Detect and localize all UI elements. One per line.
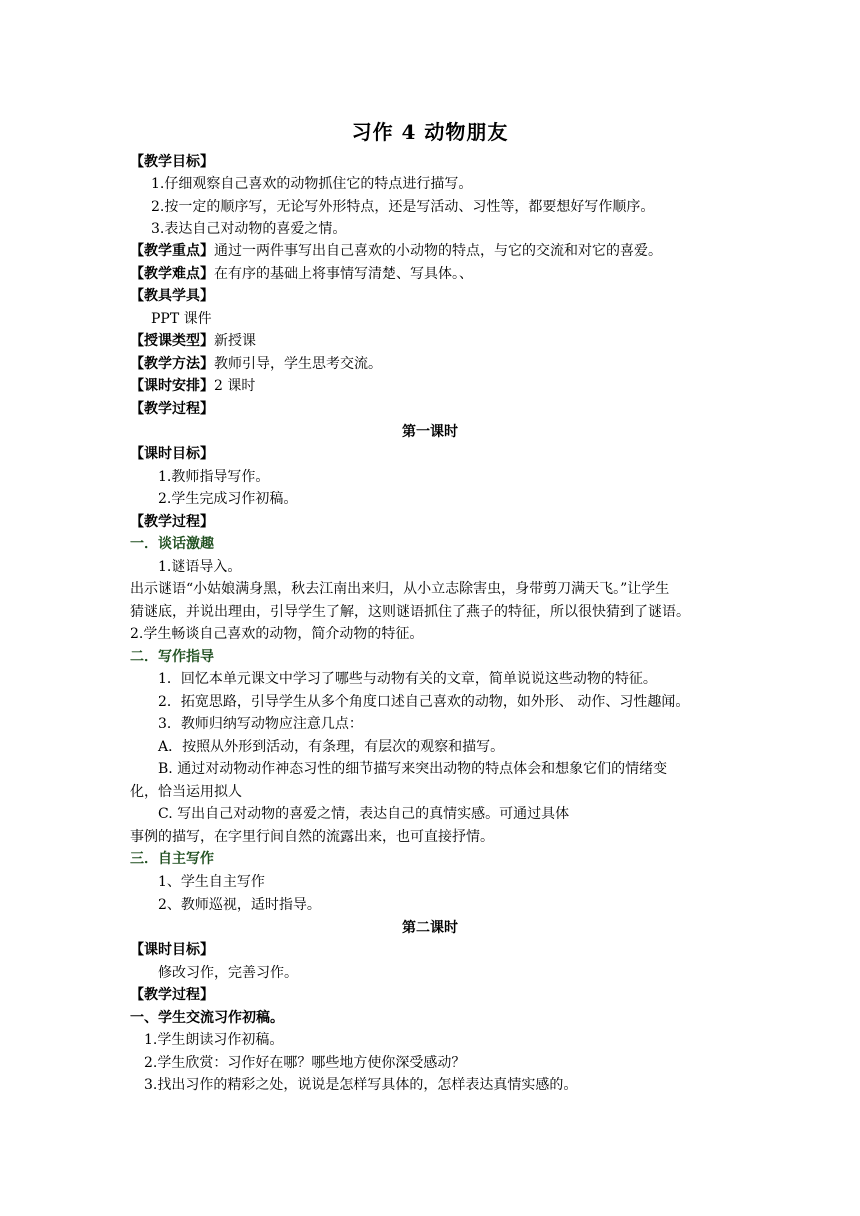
lesson1-heading: 第一课时 xyxy=(402,424,458,440)
lesson2-process-label: 【教学过程】 xyxy=(130,987,214,1003)
difficulty-label: 【教学难点】 xyxy=(130,266,214,282)
section-item: 1．回忆本单元课文中学习了哪些与动物有关的文章，简单说说这些动物的特征。 xyxy=(158,671,657,687)
objective-item: 3.表达自己对动物的喜爱之情。 xyxy=(151,221,347,237)
section-item: 2．拓宽思路，引导学生从多个角度口述自己喜欢的动物，如外形、 动作、习性趣闻。 xyxy=(158,694,690,710)
section-item: 1、学生自主写作 xyxy=(158,874,265,890)
lesson-type-label: 【授课类型】 xyxy=(130,333,214,349)
schedule-text: 2 课时 xyxy=(214,378,256,394)
section-item: 1.学生朗读习作初稿。 xyxy=(144,1032,284,1048)
section-item: 3.找出习作的精彩之处，说说是怎样写具体的，怎样表达真情实感的。 xyxy=(144,1077,578,1093)
method-label: 【教学方法】 xyxy=(130,356,214,372)
document-title: 习作 4 动物朋友 xyxy=(351,120,509,144)
difficulty-text: 在有序的基础上将事情写清楚、写具体。、 xyxy=(214,266,473,282)
method-line xyxy=(130,353,740,375)
riddle-text: 出示谜语“小姑娘满身黑，秋去江南出来归，从小立志除害虫，身带剪刀满天飞。”让学生 xyxy=(130,581,670,597)
key-point-line xyxy=(130,240,740,262)
section-item: 2.学生畅谈自己喜欢的动物，简介动物的特征。 xyxy=(130,626,424,642)
section-item: 1.谜语导入。 xyxy=(158,559,242,575)
key-point-text: 通过一两件事写出自己喜欢的小动物的特点，与它的交流和对它的喜爱。 xyxy=(214,243,662,259)
key-point-label: 【教学重点】 xyxy=(130,243,214,259)
section-heading: 一．谈话激趣 xyxy=(130,536,214,552)
section-item: B. 通过对动物动作神态习性的细节描写来突出动物的特点体会和想象它们的情绪变 xyxy=(158,761,668,777)
section-item: C. 写出自己对动物的喜爱之情，表达自己的真情实感。可通过具体 xyxy=(158,806,570,822)
section-item: 事例的描写，在字里行间自然的流露出来，也可直接抒情。 xyxy=(130,829,494,845)
lesson2-heading: 第二课时 xyxy=(402,920,458,936)
objective-item: 2.按一定的顺序写，无论写外形特点，还是写活动、习性等，都要想好写作顺序。 xyxy=(151,199,655,215)
lesson1-goal-label: 【课时目标】 xyxy=(130,446,214,462)
lesson-type-text: 新授课 xyxy=(214,333,256,349)
schedule-line xyxy=(130,375,740,397)
section-item: 2、教师巡视，适时指导。 xyxy=(158,897,321,913)
lesson-type-line xyxy=(130,330,740,352)
process-label: 【教学过程】 xyxy=(130,401,214,417)
lesson1-goal-item: 2.学生完成习作初稿。 xyxy=(158,491,298,507)
lesson1-goal-item: 1.教师指导写作。 xyxy=(158,469,270,485)
method-text: 教师引导，学生思考交流。 xyxy=(214,356,382,372)
tools-label: 【教具学具】 xyxy=(130,288,214,304)
section-item: A．按照从外形到活动，有条理，有层次的观察和描写。 xyxy=(158,739,505,755)
lesson1-process-label: 【教学过程】 xyxy=(130,514,214,530)
section-item: 2.学生欣赏：习作好在哪？哪些地方使你深受感动？ xyxy=(144,1055,466,1071)
riddle-text: 猜谜底，并说出理由，引导学生了解，这则谜语抓住了燕子的特征，所以很快猜到了谜语。 xyxy=(130,604,690,620)
lesson2-goal-label: 【课时目标】 xyxy=(130,942,214,958)
section-heading: 一、学生交流习作初稿。 xyxy=(130,1010,284,1026)
section-item: 3．教师归纳写动物应注意几点： xyxy=(158,716,363,732)
objectives-label: 【教学目标】 xyxy=(130,154,214,170)
tools-text: PPT 课件 xyxy=(151,311,212,327)
lesson2-goal-text: 修改习作，完善习作。 xyxy=(158,965,298,981)
objective-item: 1.仔细观察自己喜欢的动物抓住它的特点进行描写。 xyxy=(151,176,473,192)
difficulty-line xyxy=(130,263,740,285)
section-heading: 二．写作指导 xyxy=(130,649,214,665)
section-heading: 三．自主写作 xyxy=(130,851,214,867)
section-item: 化，恰当运用拟人 xyxy=(130,784,242,800)
schedule-label: 【课时安排】 xyxy=(130,378,214,394)
